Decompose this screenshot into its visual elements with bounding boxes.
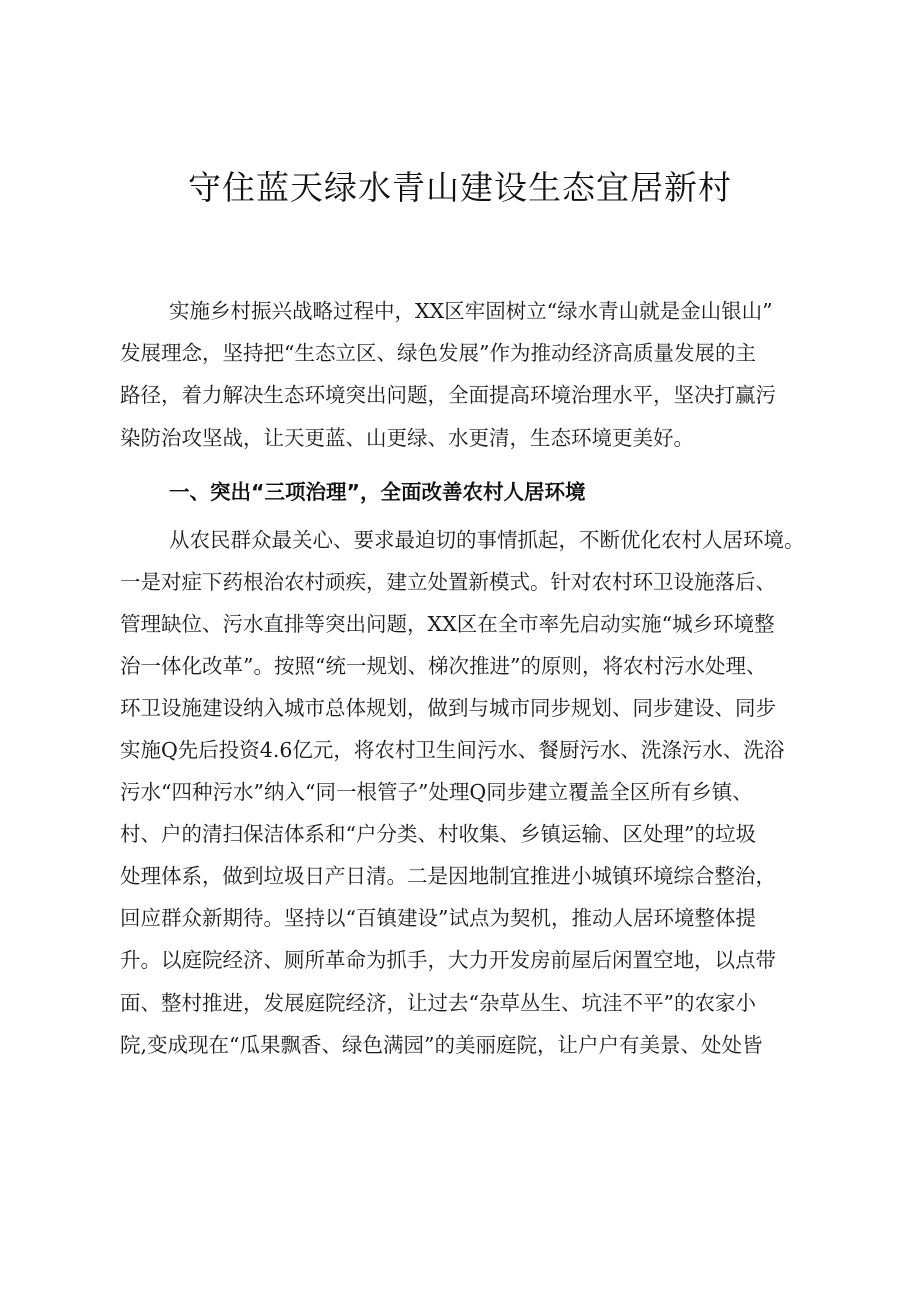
intro-line: 发展理念，坚持把“生态立区、绿色发展”作为推动经济高质量发展的主 bbox=[120, 341, 756, 365]
intro-line: 路径，着力解决生态环境突出问题，全面提高环境治理水平，坚决打赢污 bbox=[120, 383, 776, 407]
body-line: 一是对症下药根治农村顽疾，建立处置新模式。针对农村环卫设施落后、 bbox=[120, 570, 776, 594]
body-line: 处理体系，做到垃圾日产日清。二是因地制宜推进小城镇环境综合整治， bbox=[120, 864, 776, 888]
body-line: 治一体化改革”。按照“统一规划、梯次推进”的原则，将农村污水处理、 bbox=[120, 654, 767, 678]
intro-line: 染防治攻坚战，让天更蓝、山更绿、水更清，生态环境更美好。 bbox=[120, 426, 694, 450]
body-line: 污水“四种污水”纳入“同一根管子”处理Q同步建立覆盖全区所有乡镇、 bbox=[120, 780, 753, 804]
body-line: 升。以庭院经济、厕所革命为抓手，大力开发房前屋后闲置空地，以点带 bbox=[120, 948, 776, 972]
body-line: 面、整村推进，发展庭院经济，让过去“杂草丛生、坑洼不平”的农家小 bbox=[120, 991, 756, 1015]
body-line: 村、户的清扫保洁体系和“户分类、村收集、乡镇运输、区处理”的垃圾 bbox=[120, 822, 756, 846]
body-line: 从农民群众最关心、要求最迫切的事情抓起，不断优化农村人居环境。 bbox=[169, 528, 805, 552]
section-heading: 一、突出“三项治理”，全面改善农村人居环境 bbox=[169, 480, 586, 504]
body-line: 实施Q先后投资4.6亿元，将农村卫生间污水、餐厨污水、洗涤污水、洗浴 bbox=[120, 738, 785, 762]
body-line: 回应群众新期待。坚持以“百镇建设”试点为契机，推动人居环境整体提 bbox=[120, 906, 756, 930]
intro-line: 实施乡村振兴战略过程中，XX区牢固树立“绿水青山就是金山银山” bbox=[169, 299, 773, 323]
body-line: 管理缺位、污水直排等突出问题，XX区在全市率先启动实施“城乡环境整 bbox=[120, 612, 775, 636]
body-line: 院,变成现在“瓜果飘香、绿色满园”的美丽庭院，让户户有美景、处处皆 bbox=[120, 1033, 763, 1057]
body-line: 环卫设施建设纳入城市总体规划，做到与城市同步规划、同步建设、同步 bbox=[120, 696, 776, 720]
document-title: 守住蓝天绿水青山建设生态宜居新村 bbox=[188, 168, 732, 207]
